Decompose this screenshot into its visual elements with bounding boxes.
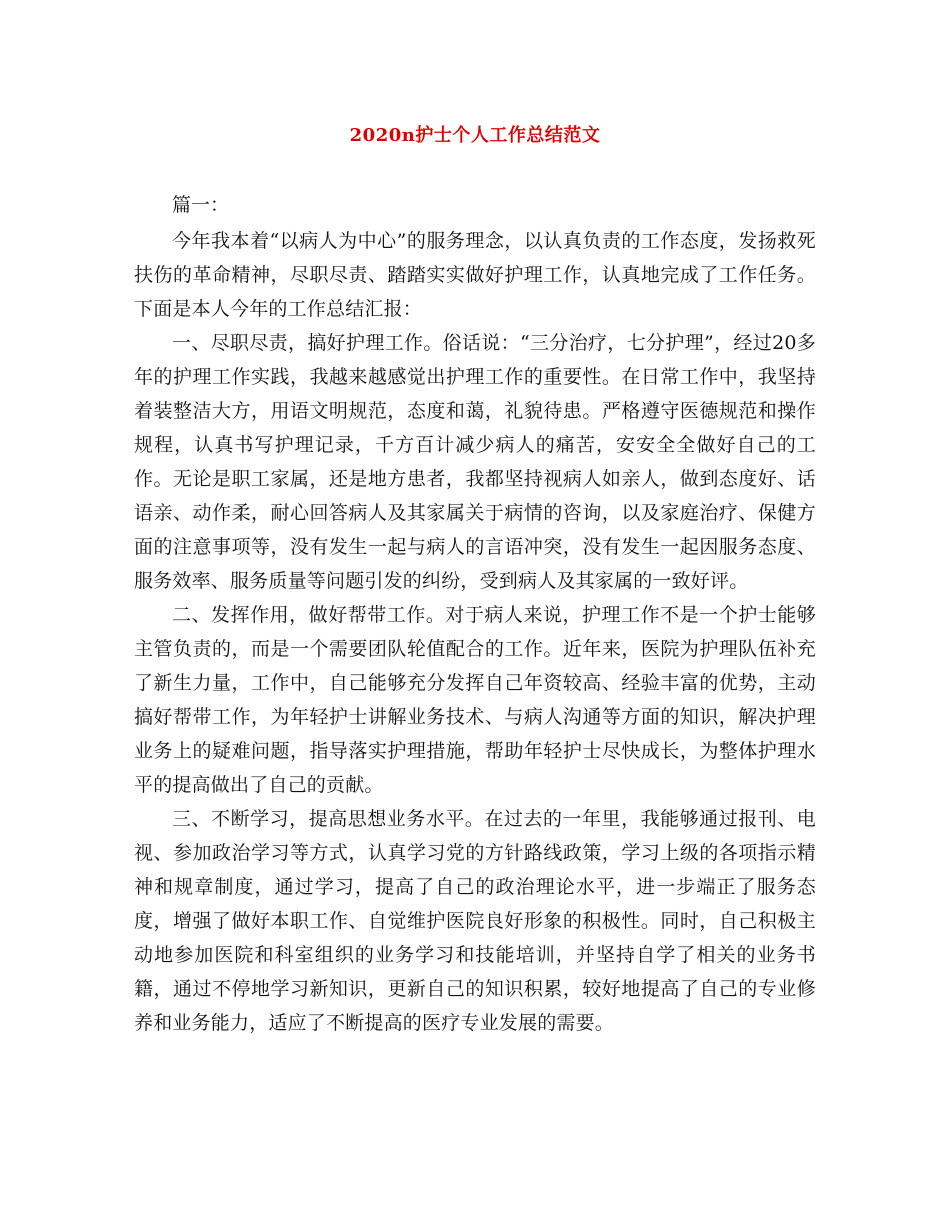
- document-title: 2020n护士个人工作总结范文: [349, 125, 601, 146]
- document-body: [134, 188, 816, 1040]
- paragraph-section-one: 一、尽职尽责，搞好护理工作。俗话说：“三分治疗，七分护理”，经过20多年的护理工作实践，我越来越感觉出护理工作的重要性。在日常工作中，我坚持着装整洁大方，用语文明规范，态度和蔼，礼貌待患。严格遵守医德规范和操作规程，认真书写护理记录，千方百计减少病人的痛苦，安安全全做好自己的工作。无论是职工家属，还是地方患者，我都坚持视病人如亲人，做到态度好、话语亲、动作柔，耐心回答病人及其家属关于病情的咨询，以及家庭治疗、保健方面的注意事项等，没有发生一起与病人的言语冲突，没有发生一起因服务态度、服务效率、服务质量等问题引发的纠纷，受到病人及其家属的一致好评。: [134, 332, 816, 592]
- paragraph-intro: 今年我本着“以病人为中心”的服务理念，以认真负责的工作态度，发扬救死扶伤的革命精神，尽职尽责、踏踏实实做好护理工作，认真地完成了工作任务。下面是本人今年的工作总结汇报：: [134, 230, 816, 320]
- section-label: 篇一：: [172, 194, 230, 216]
- paragraph-section-three: 三、不断学习，提高思想业务水平。在过去的一年里，我能够通过报刊、电视、参加政治学习等方式，认真学习党的方针路线政策，学习上级的各项指示精神和规章制度，通过学习，提高了自己的政治理论水平，进一步端正了服务态度，增强了做好本职工作、自觉维护医院良好形象的积极性。同时，自己积极主动地参加医院和科室组织的业务学习和技能培训，并坚持自学了相关的业务书籍，通过不停地学习新知识，更新自己的知识积累，较好地提高了自己的专业修养和业务能力，适应了不断提高的医疗专业发展的需要。: [134, 808, 816, 1034]
- paragraph-section-two: 二、发挥作用，做好帮带工作。对于病人来说，护理工作不是一个护士能够主管负责的，而是一个需要团队轮值配合的工作。近年来，医院为护理队伍补充了新生力量，工作中，自己能够充分发挥自己年资较高、经验丰富的优势，主动搞好帮带工作，为年轻护士讲解业务技术、与病人沟通等方面的知识，解决护理业务上的疑难问题，指导落实护理措施，帮助年轻护士尽快成长，为整体护理水平的提高做出了自己的贡献。: [134, 604, 816, 796]
